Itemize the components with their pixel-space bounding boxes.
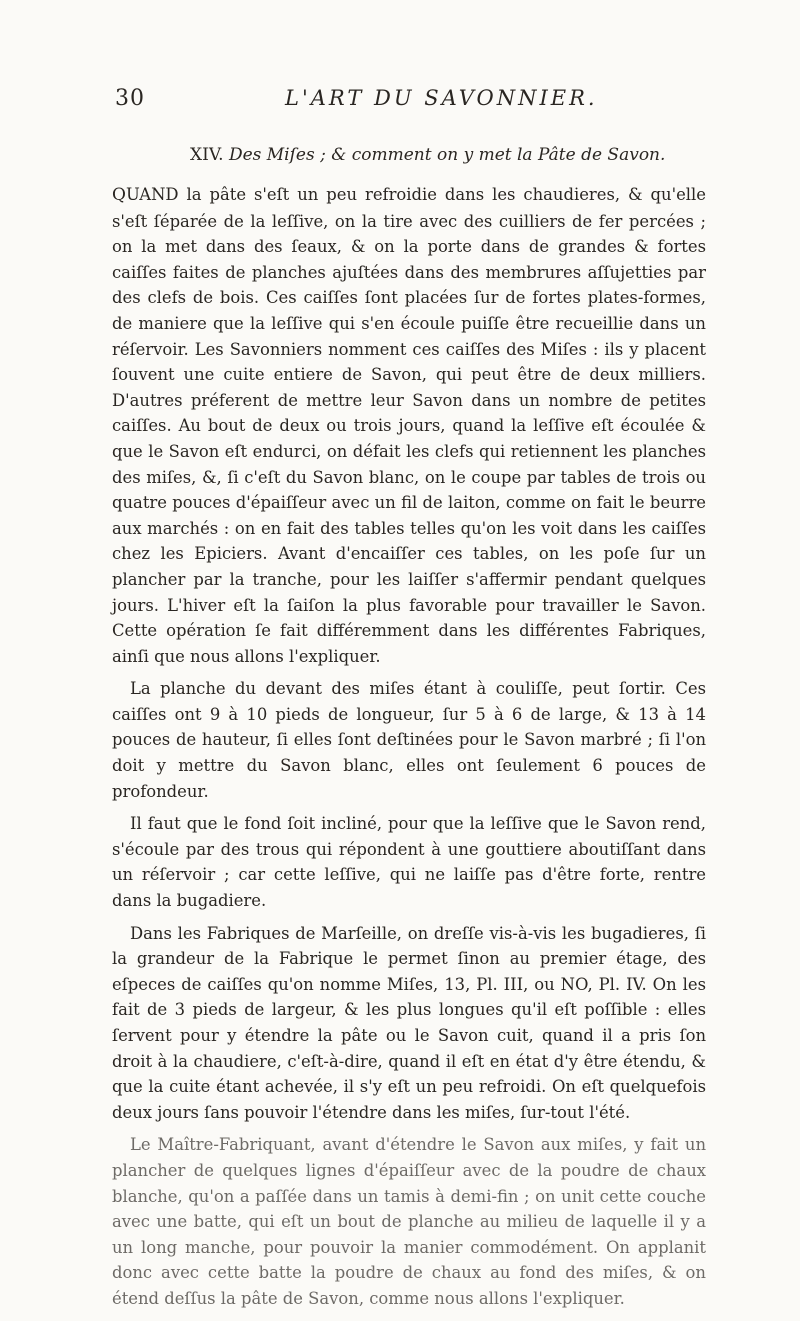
book-title: L'ART DU SAVONNIER. [285, 86, 598, 110]
section-title: Des Miſes ; & comment on y met la Pâte de Savon. [228, 145, 666, 165]
section-number: XIV. [190, 145, 224, 165]
paragraph: Il faut que le fond ſoit incliné, pour que la leſſive que le Savon rend, s'écoule par des trous qui répondent à une gouttiere aboutiſſant dans un réſervoir ; car cette leſſive, qui ne laiſſe pas d'être forte, rentre dans la bugadiere. [112, 814, 706, 911]
paragraph: Le Maître-Fabriquant, avant d'étendre le Savon aux miſes, y fait un plancher de quelques lignes d'épaiſſeur avec de la poudre de chaux blanche, qu'on a paſſée dans un tamis à demi-fin ; on unit cette couche avec une batte, qui eſt un bout de planche au milieu de laquelle il y a un long manche, pour pouvoir la manier commodément. On applanit donc avec cette batte la poudre de chaux au fond des miſes, & on étend deſſus la pâte de Savon, comme nous allons l'expliquer. [112, 1135, 706, 1308]
body-text [112, 182, 706, 1319]
page-number: 30 [115, 86, 145, 111]
paragraph: La planche du devant des miſes étant à couliſſe, peut ſortir. Ces caiſſes ont 9 à 10 pieds de longueur, ſur 5 à 6 de large, & 13 à 14 pouces de hauteur, ſi elles ſont deſtinées pour le Savon marbré ; ſi l'on doit y mettre du Savon blanc, elles ont ſeulement 6 pouces de profondeur. [112, 679, 706, 801]
running-head [115, 86, 695, 116]
paragraph: Dans les Fabriques de Marſeille, on dreſſe vis-à-vis les bugadieres, ſi la grandeur de la Fabrique le permet ſinon au premier étage, des eſpeces de caiſſes qu'on nomme Miſes, 13, Pl. III, ou NO, Pl. IV. On les fait de 3 pieds de largeur, & les plus longues qu'il eſt poſſible : elles ſervent pour y étendre la pâte ou le Savon cuit, quand il a pris ſon droit à la chaudiere, c'eſt-à-dire, quand il eſt en état d'y être étendu, & que la cuite étant achevée, il s'y eſt un peu refroidi. On eſt quelquefois deux jours ſans pouvoir l'étendre dans les miſes, ſur-tout l'été. [112, 923, 706, 1122]
paragraph: QUAND la pâte s'eſt un peu refroidie dans les chaudieres, & qu'elle s'eſt ſéparée de la leſſive, on la tire avec des cuilliers de fer percées ; on la met dans des ſeaux, & on la porte dans de grandes & fortes caiſſes faites de planches ajuſtées dans des membrures aſſujetties par des clefs de bois. Ces caiſſes ſont placées ſur de fortes plates-formes, de maniere que la leſſive qui s'en écoule puiſſe être recueillie dans un réſervoir. Les Savonniers nomment ces caiſſes des Miſes : ils y placent ſouvent une cuite entiere de Savon, qui peut être de deux milliers. D'autres préferent de mettre leur Savon dans un nombre de petites caiſſes. Au bout de deux ou trois jours, quand la leſſive eſt écoulée & que le Savon eſt endurci, on défait les clefs qui retiennent les planches des miſes, &, ſi c'eſt du Savon blanc, on le coupe par tables de trois ou quatre pouces d'épaiſſeur avec un fil de laiton, comme on fait le beurre aux marchés : on en fait des tables telles qu'on les voit dans les caiſſes chez les Epiciers. Avant d'encaiſſer ces tables, on les poſe ſur un plancher par la tranche, pour les laiſſer s'affermir pendant quelques jours. L'hiver eſt la ſaiſon la plus favorable pour travailler le Savon. Cette opération ſe fait différemment dans les différentes Fabriques, ainſi que nous allons l'expliquer. [112, 185, 706, 666]
section-heading [190, 145, 665, 165]
